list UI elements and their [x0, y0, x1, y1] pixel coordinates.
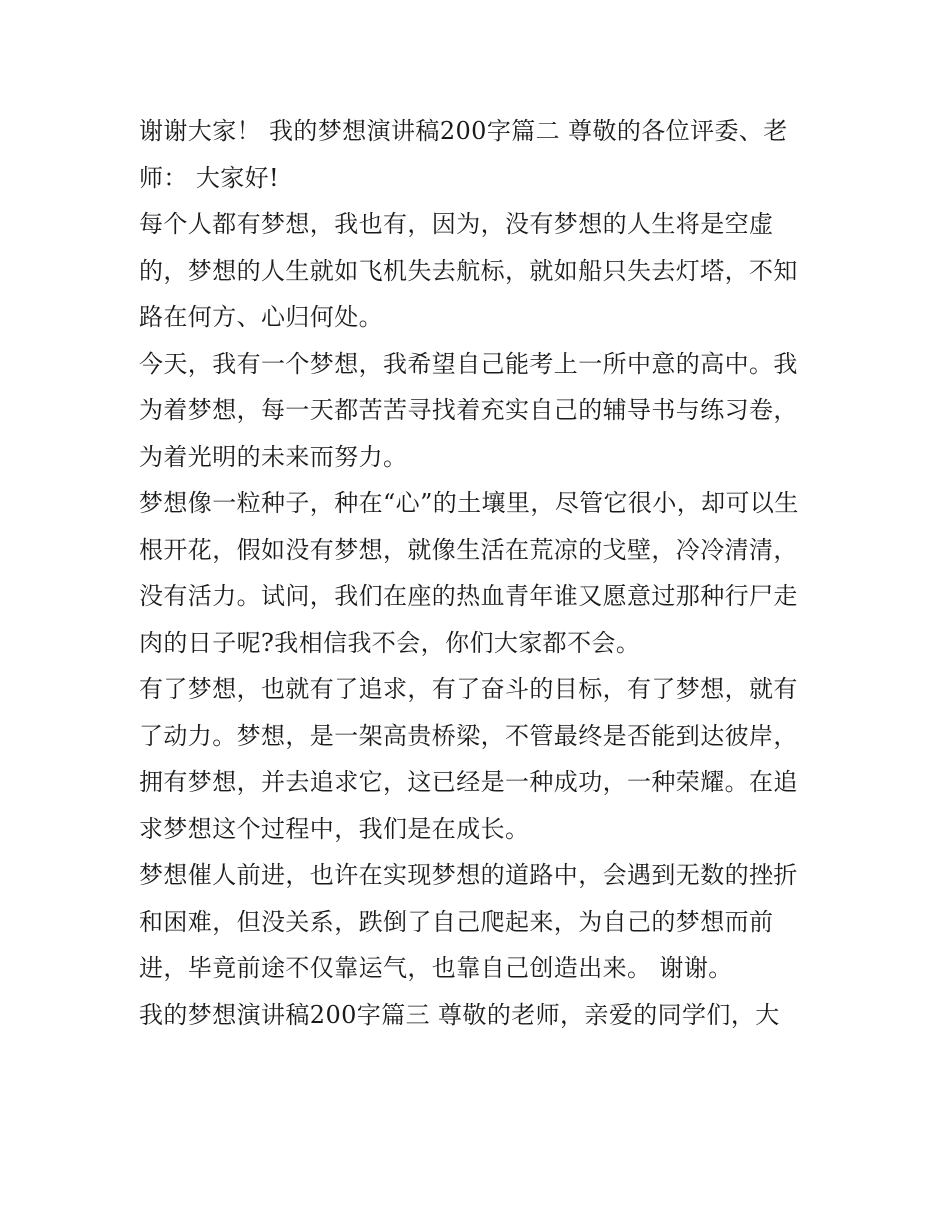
- text-line: 有了梦想，也就有了追求，有了奋斗的目标，有了梦想，就有: [139, 675, 798, 703]
- text-line: 拥有梦想，并去追求它，这已经是一种成功，一种荣耀。在追: [139, 768, 798, 796]
- text-line: 了动力。梦想，是一架高贵桥梁，不管最终是否能到达彼岸，: [139, 721, 798, 750]
- text-line: 没有活力。试问，我们在座的热血青年谁又愿意过那种行尸走: [139, 582, 798, 610]
- text-line: 为着梦想，每一天都苦苦寻找着充实自己的辅导书与练习卷，: [139, 396, 798, 424]
- text-line: 梦想像一粒种子，种在“心”的土壤里，尽管它很小，却可以生: [139, 489, 799, 517]
- document-body: [139, 108, 814, 1038]
- text-line: 根开花，假如没有梦想，就像生活在荒凉的戈壁，冷冷清清，: [139, 535, 798, 564]
- text-line: 师： 大家好!: [139, 163, 280, 192]
- text-line: 肉的日子呢?我相信我不会，你们大家都不会。: [139, 628, 641, 657]
- text-line: 求梦想这个过程中，我们是在成长。: [139, 814, 530, 843]
- text-line: 路在何方、心归何处。: [139, 303, 383, 331]
- text-line: 今天，我有一个梦想，我希望自己能考上一所中意的高中。我: [139, 349, 798, 378]
- text-line: 进，毕竟前途不仅靠运气，也靠自己创造出来。 谢谢。: [139, 954, 733, 982]
- text-line: 每个人都有梦想，我也有，因为，没有梦想的人生将是空虚: [139, 210, 774, 238]
- text-line: 的，梦想的人生就如飞机失去航标，就如船只失去灯塔，不知: [139, 256, 798, 285]
- text-line: 梦想催人前进，也许在实现梦想的道路中，会遇到无数的挫折: [139, 861, 798, 889]
- text-line: 我的梦想演讲稿200字篇三 尊敬的老师，亲爱的同学们，大: [139, 1000, 780, 1029]
- text-line: 为着光明的未来而努力。: [139, 442, 408, 471]
- text-line: 谢谢大家！ 我的梦想演讲稿200字篇二 尊敬的各位评委、老: [139, 117, 788, 145]
- text-line: 和困难，但没关系，跌倒了自己爬起来，为自己的梦想而前: [139, 907, 774, 936]
